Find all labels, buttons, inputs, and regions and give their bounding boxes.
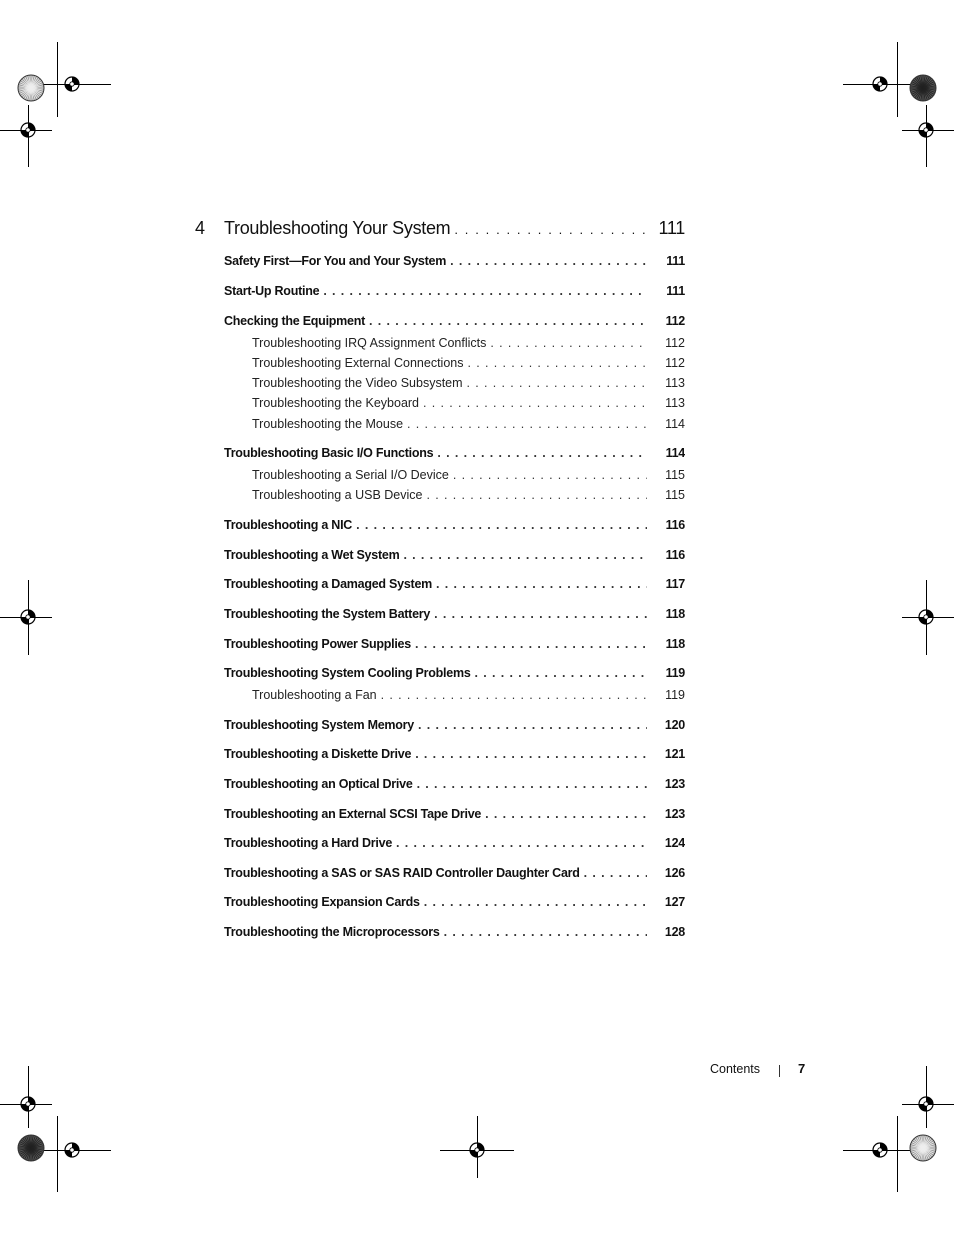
toc-section-entry[interactable]: [224, 446, 685, 466]
toc-entry-title: Troubleshooting a Diskette Drive: [224, 747, 412, 761]
toc-entry-page-number: 123: [664, 807, 685, 821]
crop-line: [57, 42, 58, 117]
toc-entry-title: Troubleshooting the Keyboard: [252, 396, 420, 410]
toc-entry-title: Troubleshooting a NIC: [224, 518, 353, 532]
toc-section-entry[interactable]: [224, 548, 685, 568]
toc-section-entry[interactable]: [224, 577, 685, 597]
toc-section-entry[interactable]: [224, 895, 685, 915]
toc-entry-title: Troubleshooting System Memory: [224, 718, 415, 732]
toc-entry-title: Troubleshooting an Optical Drive: [224, 777, 413, 791]
chapter-title: Troubleshooting Your System: [224, 218, 451, 238]
dot-leader: [580, 866, 647, 880]
dot-leader: [319, 284, 647, 298]
footer-separator: [779, 1065, 780, 1077]
toc-entry-title: Troubleshooting the Mouse: [252, 417, 404, 431]
toc-entry-page-number: 114: [665, 417, 685, 431]
toc-section-entry[interactable]: [224, 866, 685, 886]
toc-section-entry[interactable]: [224, 607, 685, 627]
toc-section-entry[interactable]: [224, 807, 685, 827]
toc-entry-title: Troubleshooting the System Battery: [224, 607, 431, 621]
toc-entry-title: Troubleshooting a Hard Drive: [224, 836, 393, 850]
color-star-target-icon: [909, 74, 937, 102]
toc-entry-title: Troubleshooting Expansion Cards: [224, 895, 420, 909]
registration-target-icon: [465, 1138, 489, 1162]
toc-entry-page-number: 115: [665, 468, 685, 482]
toc-entry-page-number: 126: [664, 866, 685, 880]
toc-section-entry[interactable]: [224, 284, 685, 304]
color-star-target-icon: [909, 1134, 937, 1162]
toc-entry-title: Start-Up Routine: [224, 284, 320, 298]
dot-leader: [399, 548, 647, 562]
toc-subsection-entry[interactable]: [252, 468, 685, 488]
dot-leader: [433, 446, 647, 460]
toc-entry-page-number: 119: [665, 666, 685, 680]
toc-entry-page-number: 111: [666, 254, 685, 268]
dot-leader: [430, 607, 647, 621]
toc-entry-page-number: 112: [665, 336, 685, 350]
toc-entry-page-number: 119: [665, 688, 685, 702]
toc-entry-page-number: 113: [665, 396, 685, 410]
toc-entry-title: Troubleshooting the Microprocessors: [224, 925, 440, 939]
dot-leader: [422, 488, 647, 502]
toc-section-entry[interactable]: [224, 254, 685, 274]
dot-leader: [419, 396, 647, 410]
toc-entry-page-number: 111: [666, 284, 685, 298]
toc-entry-title: Troubleshooting a SAS or SAS RAID Controller Daughter Card: [224, 866, 580, 880]
registration-target-icon: [16, 605, 40, 629]
color-star-target-icon: [17, 1134, 45, 1162]
dot-leader: [446, 254, 647, 268]
toc-section-entry[interactable]: [224, 314, 685, 334]
chapter-heading[interactable]: [195, 218, 685, 244]
footer-page-number: 7: [798, 1061, 806, 1076]
toc-entry-title: Troubleshooting IRQ Assignment Conflicts: [252, 336, 487, 350]
toc-entry-page-number: 112: [665, 356, 685, 370]
dot-leader: [420, 895, 647, 909]
dot-leader: [352, 518, 647, 532]
toc-section-entry[interactable]: [224, 777, 685, 797]
dot-leader: [481, 807, 647, 821]
dot-leader: [450, 222, 647, 237]
dot-leader: [377, 688, 647, 702]
toc-entry-title: Troubleshooting an External SCSI Tape Drive: [224, 807, 482, 821]
toc-subsection-entry[interactable]: [252, 336, 685, 356]
registration-target-icon: [60, 1138, 84, 1162]
toc-entry-title: Troubleshooting Power Supplies: [224, 637, 411, 651]
dot-leader: [440, 925, 647, 939]
crop-line: [57, 1116, 58, 1192]
toc-entry-page-number: 113: [665, 376, 685, 390]
dot-leader: [449, 468, 647, 482]
toc-section-entry[interactable]: [224, 747, 685, 767]
toc-entry-page-number: 115: [665, 488, 685, 502]
dot-leader: [463, 356, 647, 370]
dot-leader: [471, 666, 647, 680]
toc-entry-title: Troubleshooting a Fan: [252, 688, 377, 702]
toc-entry-page-number: 114: [665, 446, 685, 460]
registration-target-icon: [914, 118, 938, 142]
registration-target-icon: [16, 118, 40, 142]
crop-line: [897, 1116, 898, 1192]
toc-section-entry[interactable]: [224, 637, 685, 657]
toc-section-entry[interactable]: [224, 718, 685, 738]
toc-entry-page-number: 118: [665, 607, 685, 621]
dot-leader: [414, 718, 647, 732]
toc-entry-page-number: 118: [665, 637, 685, 651]
toc-entry-title: Troubleshooting System Cooling Problems: [224, 666, 471, 680]
registration-target-icon: [868, 72, 892, 96]
dot-leader: [486, 336, 647, 350]
toc-section-entry[interactable]: [224, 666, 685, 686]
toc-entry-page-number: 117: [665, 577, 685, 591]
toc-subsection-entry[interactable]: [252, 396, 685, 416]
toc-entry-page-number: 127: [664, 895, 685, 909]
toc-entry-title: Checking the Equipment: [224, 314, 366, 328]
dot-leader: [432, 577, 647, 591]
dot-leader: [411, 637, 647, 651]
dot-leader: [413, 777, 647, 791]
toc-entry-page-number: 120: [664, 718, 685, 732]
registration-target-icon: [60, 72, 84, 96]
toc-section-entry[interactable]: [224, 518, 685, 538]
registration-target-icon: [914, 605, 938, 629]
toc-entry-page-number: 124: [664, 836, 685, 850]
dot-leader: [463, 376, 647, 390]
toc-entry-title: Troubleshooting a Serial I/O Device: [252, 468, 449, 482]
dot-leader: [365, 314, 647, 328]
toc-subsection-entry[interactable]: [252, 376, 685, 396]
toc-entry-title: Safety First—For You and Your System: [224, 254, 447, 268]
color-star-target-icon: [17, 74, 45, 102]
chapter-number: 4: [195, 218, 205, 238]
toc-entry-page-number: 123: [664, 777, 685, 791]
toc-subsection-entry[interactable]: [252, 356, 685, 376]
toc-section-entry[interactable]: [224, 836, 685, 856]
toc-entry-page-number: 128: [664, 925, 685, 939]
dot-leader: [403, 417, 647, 431]
chapter-page-number: 111: [658, 218, 685, 238]
toc-subsection-entry[interactable]: [252, 688, 685, 708]
dot-leader: [411, 747, 647, 761]
crop-line: [897, 42, 898, 117]
dot-leader: [392, 836, 647, 850]
toc-entry-title: Troubleshooting External Connections: [252, 356, 464, 370]
toc-entry-page-number: 112: [665, 314, 685, 328]
toc-subsection-entry[interactable]: [252, 488, 685, 508]
toc-subsection-entry[interactable]: [252, 417, 685, 437]
toc-entry-title: Troubleshooting a Wet System: [224, 548, 400, 562]
footer-section-label: Contents: [710, 1062, 761, 1076]
registration-target-icon: [868, 1138, 892, 1162]
toc-section-entry[interactable]: [224, 925, 685, 945]
registration-target-icon: [914, 1092, 938, 1116]
toc-entry-page-number: 121: [664, 747, 685, 761]
toc-entry-title: Troubleshooting a USB Device: [252, 488, 423, 502]
toc-entry-page-number: 116: [665, 518, 685, 532]
toc-entry-title: Troubleshooting Basic I/O Functions: [224, 446, 434, 460]
toc-entry-title: Troubleshooting the Video Subsystem: [252, 376, 463, 390]
toc-entry-title: Troubleshooting a Damaged System: [224, 577, 433, 591]
toc-entry-page-number: 116: [665, 548, 685, 562]
registration-target-icon: [16, 1092, 40, 1116]
